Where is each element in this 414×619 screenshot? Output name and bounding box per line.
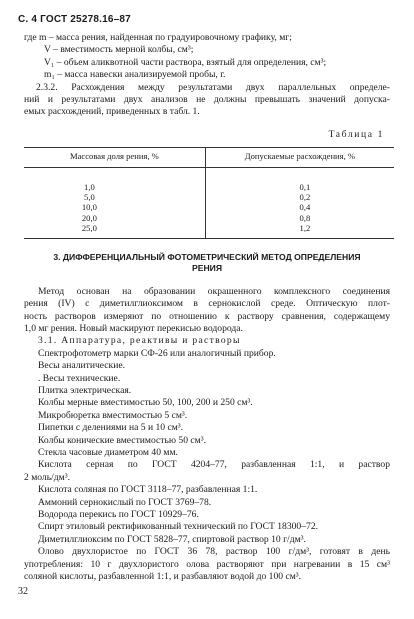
definition-line: m₁ – масса навески анализируемой пробы, г. (44, 69, 226, 81)
list-item: Стекла часовые диаметром 40 мм. (38, 446, 178, 458)
table-row (24, 223, 394, 238)
definition-line: где m – масса рения, найденная по градуировочному графику, мг; (24, 32, 292, 43)
list-item: Спектрофотометр марки СФ-26 или аналогичный прибор. (38, 347, 276, 359)
list-item: Пипетки с делениями на 5 и 10 см³. (38, 422, 184, 434)
section-title-line: 3. ДИФФЕРЕНЦИАЛЬНЫЙ ФОТОМЕТРИЧЕСКИЙ МЕТОД ОПРЕДЕЛЕНИЯ (53, 251, 361, 262)
paragraph-line: ний и результатами двух анализов не должны превышать значений допуска- (24, 94, 390, 106)
list-item: Колбы мерные вместимостью 50, 100, 200 и 250 см³. (38, 397, 253, 409)
list-item: Аммоний сернокислый по ГОСТ 3769–78. (38, 496, 212, 508)
section-title-line: РЕНИЯ (191, 262, 223, 273)
list-item: Весы аналитические. (38, 360, 126, 372)
cell-tolerance: 0,2 (299, 192, 311, 203)
paragraph-line: Метод основан на образовании окрашенного комплексного соединения (38, 285, 390, 297)
list-item: Кислота серная по ГОСТ 4204–77, разбавленная 1:1, и раствор (38, 459, 390, 471)
page-number: 32 (18, 586, 28, 597)
cell-rhenium-share: 10,0 (24, 202, 205, 212)
cell-rhenium-share: 5,0 (24, 192, 205, 202)
list-item: Плитка электрическая. (38, 384, 132, 396)
list-item: . Весы технические. (38, 372, 121, 384)
paragraph-line: употребления: 10 г двухлористого олова растворяют при нагревании в 15 см³ (24, 558, 390, 570)
definition-line: V – вместимость мерной колбы, см³; (44, 44, 194, 56)
table-header-row (24, 148, 394, 167)
cell-rhenium-share: 20,0 (24, 213, 205, 223)
tin-chloride-item (24, 546, 390, 583)
paragraph-line: рения (IV) с диметилглиоксимом в сернокислой среде. Оптическую плот- (24, 298, 390, 310)
reagent-list (24, 484, 390, 546)
table-row (24, 202, 394, 212)
equipment-list (24, 348, 390, 460)
paragraph-line: 1,0 мг рения. Новый маскируют перекисью водорода. (24, 322, 243, 334)
list-item: Кислота соляная по ГОСТ 3118–77, разбавленная 1:1. (38, 484, 258, 496)
list-item: Водорода перекись по ГОСТ 10929–76. (38, 509, 199, 520)
definition-line: V₁ – объем аликвотной части раствора, взятый для определения, см³; (44, 56, 327, 68)
list-item: Колбы конические вместимостью 50 см³. (38, 434, 206, 446)
table-caption: Таблица 1 (328, 128, 384, 140)
table-row (24, 167, 394, 192)
paragraph-line: емых расхождений, приведенных в табл. 1. (24, 106, 200, 118)
list-item: Микробюретка вместимостью 5 см³. (38, 409, 188, 421)
cell-tolerance: 1,2 (205, 223, 394, 238)
paragraph-line: 2.3.2. Расхождения между результатами двух параллельных определе- (36, 81, 390, 93)
page-header: С. 4 ГОСТ 25278.16–87 (18, 14, 131, 25)
paragraph-2-3-2 (24, 82, 390, 119)
page-content (24, 32, 390, 583)
list-item: 2 моль/дм³. (24, 471, 70, 483)
formula-definitions (24, 32, 390, 82)
section-title (24, 252, 390, 274)
list-item: Спирт этиловый ректификованный технический по ГОСТ 18300–72. (38, 521, 319, 533)
list-item: Диметилглиоксим по ГОСТ 5828–77, спиртовой раствор 10 г/дм³. (38, 533, 306, 545)
subsection-title: 3.1. Аппаратура, реактивы и растворы (38, 335, 241, 347)
paragraph-line: ность растворов измеряют по отношению к раствору сравнения, содержащему (24, 310, 390, 322)
cell-rhenium-share: 1,0 (24, 167, 205, 192)
header-rhenium-share: Массовая доля рения, % (24, 148, 205, 167)
method-intro (24, 286, 390, 336)
cell-tolerance: 0,4 (299, 202, 311, 213)
table-row (24, 213, 394, 223)
sulfuric-acid-item (24, 459, 390, 484)
header-tolerance: Допускаемые расхождения, % (205, 148, 394, 167)
paragraph-line: соляной кислоты, разбавленной 1:1, и разбавляют водой до 100 см³. (24, 571, 302, 583)
cell-tolerance: 0,8 (299, 212, 311, 223)
table-row (24, 192, 394, 202)
cell-tolerance: 0,1 (299, 181, 311, 192)
paragraph-line: Олово двухлористое по ГОСТ 36 78, раствор 100 г/дм³, готовят в день (38, 546, 390, 558)
cell-rhenium-share: 25,0 (24, 223, 205, 238)
tolerance-table (24, 147, 394, 238)
